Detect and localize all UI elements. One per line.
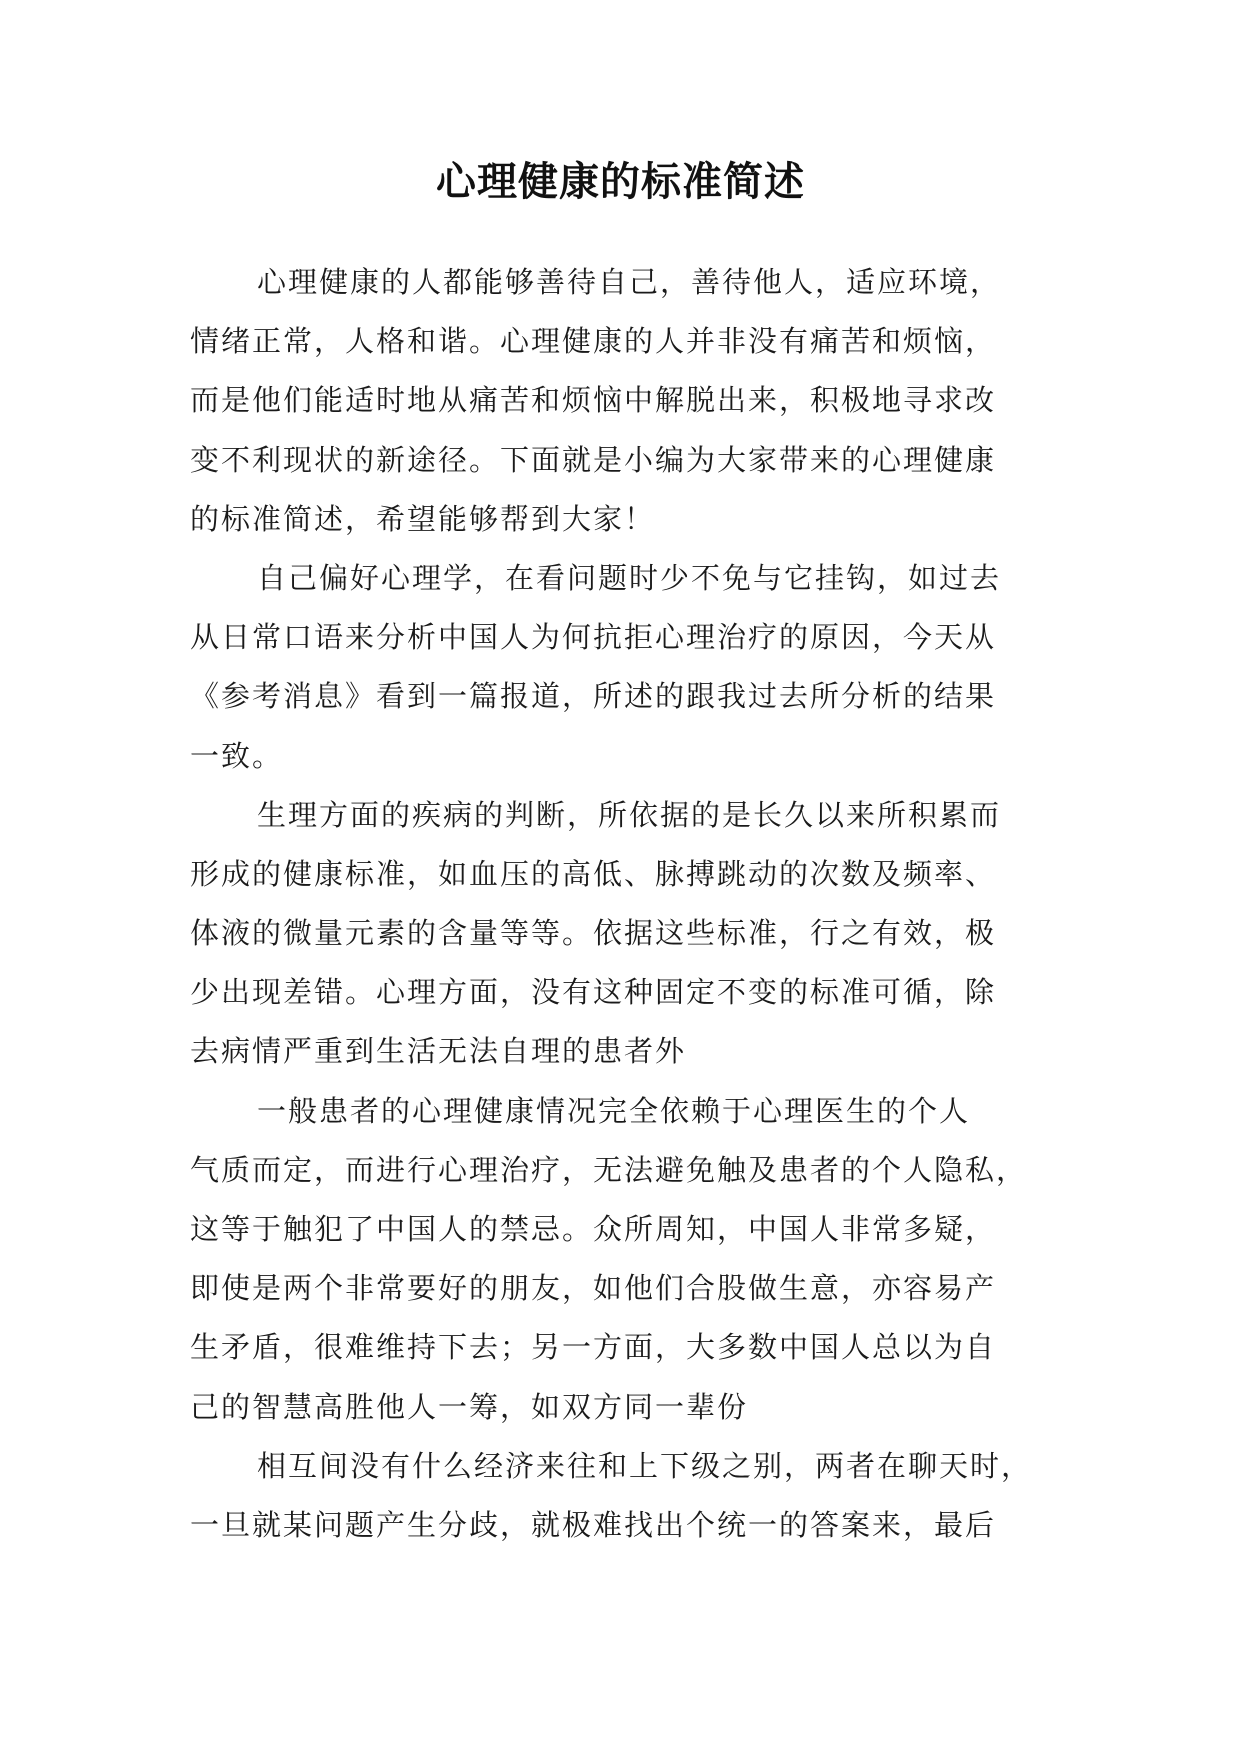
text-line: 形成的健康标准，如血压的高低、脉搏跳动的次数及频率、 — [190, 856, 997, 891]
text-line: 一旦就某问题产生分歧，就极难找出个统一的答案来，最后 — [190, 1507, 997, 1542]
text-line: 的标准简述，希望能够帮到大家！ — [190, 501, 656, 536]
text-line: 情绪正常，人格和谐。心理健康的人并非没有痛苦和烦恼， — [190, 324, 997, 359]
document-title: 心理健康的标准简述 — [436, 159, 805, 205]
text-line: 自己偏好心理学，在看问题时少不免与它挂钩，如过去 — [257, 560, 1002, 595]
text-line: 一般患者的心理健康情况完全依赖于心理医生的个人 — [257, 1093, 971, 1128]
text-line: 生理方面的疾病的判断，所依据的是长久以来所积累而 — [257, 797, 1002, 832]
text-line: 相互间没有什么经济来往和上下级之别，两者在聊天时， — [257, 1448, 1033, 1483]
text-line: 而是他们能适时地从痛苦和烦恼中解脱出来，积极地寻求改 — [190, 383, 997, 418]
text-line: 变不利现状的新途径。下面就是小编为大家带来的心理健康 — [190, 442, 997, 477]
text-line: 己的智慧高胜他人一筹，如双方同一辈份 — [190, 1389, 749, 1424]
text-line: 气质而定，而进行心理治疗，无法避免触及患者的个人隐私， — [190, 1152, 1028, 1187]
text-line: 一致。 — [190, 738, 284, 773]
text-line: 《参考消息》看到一篇报道，所述的跟我过去所分析的结果 — [190, 679, 997, 714]
text-line: 生矛盾，很难维持下去；另一方面，大多数中国人总以为自 — [190, 1330, 997, 1365]
text-line: 从日常口语来分析中国人为何抗拒心理治疗的原因，今天从 — [190, 620, 997, 655]
text-line: 体液的微量元素的含量等等。依据这些标准，行之有效，极 — [190, 916, 997, 951]
text-line: 即使是两个非常要好的朋友，如他们合股做生意，亦容易产 — [190, 1271, 997, 1306]
text-line: 少出现差错。心理方面，没有这种固定不变的标准可循，除 — [190, 975, 997, 1010]
text-line: 去病情严重到生活无法自理的患者外 — [190, 1034, 687, 1069]
text-line: 心理健康的人都能够善待自己，善待他人，适应环境， — [257, 265, 1002, 299]
text-line: 这等于触犯了中国人的禁忌。众所周知，中国人非常多疑， — [190, 1212, 997, 1246]
document-body — [190, 253, 1090, 1555]
